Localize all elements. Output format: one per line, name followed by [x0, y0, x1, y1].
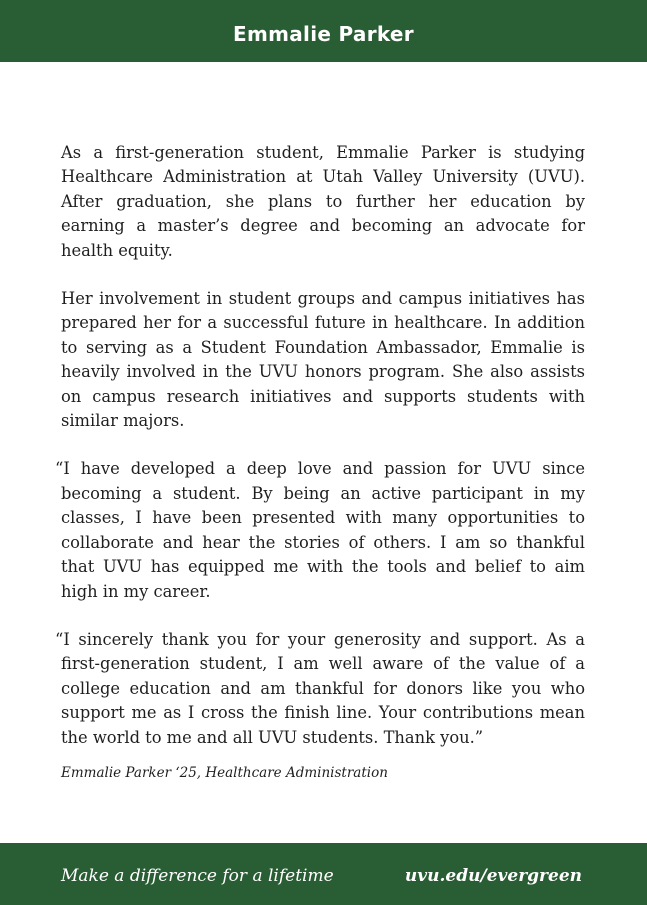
attribution: Emmalie Parker ‘25, Healthcare Administration: [61, 764, 388, 781]
intro-paragraph: As a first-generation student, Emmalie Parker is studying Healthcare Administration at Utah Valley University (UVU). After graduation, she plans to further her education by earning a master’s degree and becoming an advocate for health equity.: [61, 143, 585, 260]
footer-tagline: Make a difference for a lifetime: [61, 866, 334, 886]
header-band: [0, 0, 647, 62]
quote-paragraph-2: “I sincerely thank you for your generosity and support. As a first-generation student, I am well aware of the value of a college education and am thankful for donors like you who support me as I cross the finish line. Your contributions mean the world to me and all UVU students. Thank you.”: [55, 629, 585, 747]
footer-url-link[interactable]: uvu.edu/evergreen: [404, 866, 582, 886]
quote-paragraph-1: “I have developed a deep love and passion for UVU since becoming a student. By being an active participant in my classes, I have been presented with many opportunities to collaborate and hear the stories of others. I am so thankful that UVU has equipped me with the tools and belief to aim high in my career.: [55, 459, 585, 601]
involvement-paragraph: Her involvement in student groups and campus initiatives has prepared her for a successful future in healthcare. In addition to serving as a Student Foundation Ambassador, Emmalie is heavily involved in the UVU honors program. She also assists on campus research initiatives and supports students with similar majors.: [61, 289, 585, 431]
profile-body: [55, 141, 585, 782]
student-name-heading: Emmalie Parker: [233, 22, 414, 46]
footer-band: [0, 843, 647, 905]
